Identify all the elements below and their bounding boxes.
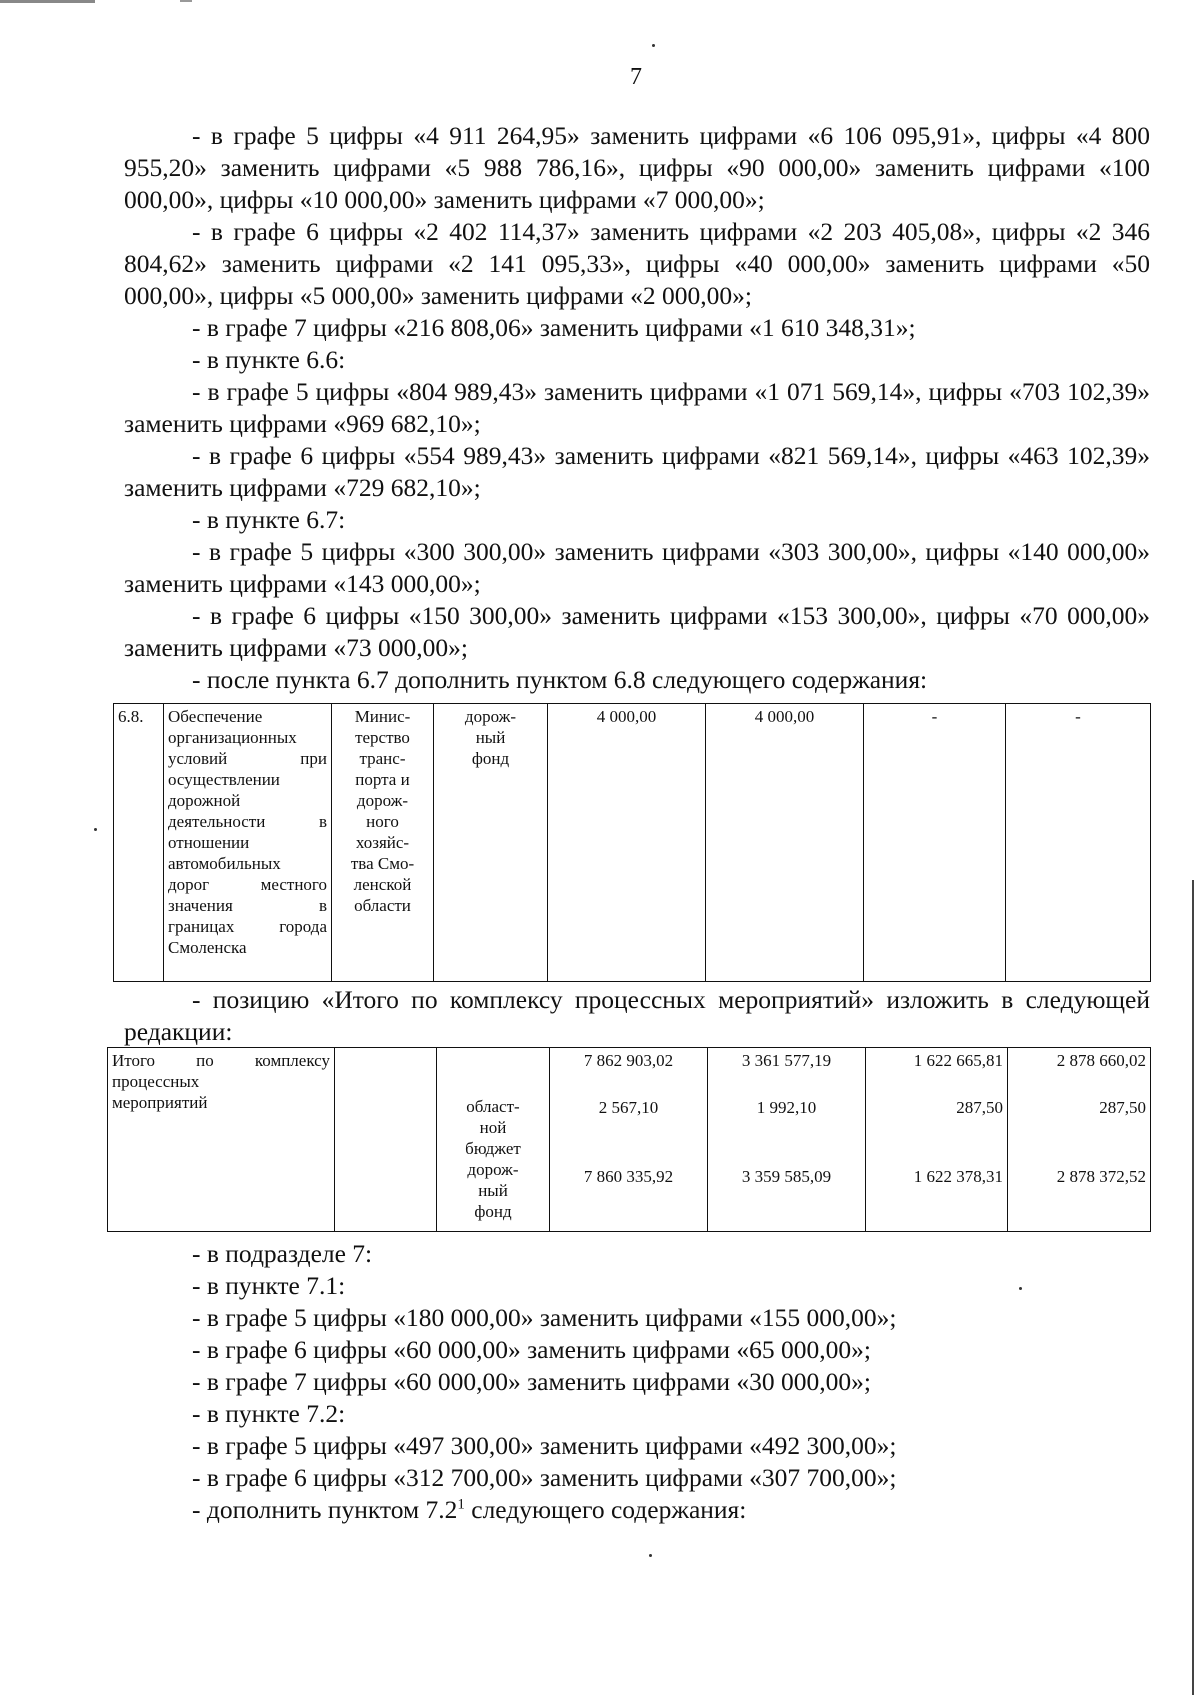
cell-line: области (354, 896, 411, 915)
cell-line: Минис- (354, 707, 411, 726)
cell-line: терство (355, 728, 410, 747)
cell-line: Обеспечение (168, 707, 263, 726)
cell-itogo-name (108, 1048, 335, 1232)
cell-total: 2 878 660,02 (1056, 1051, 1146, 1070)
paragraph: - в графе 5 цифры «4 911 264,95» заменить цифрами «6 106 095,91», цифры «4 800 955,20» заменить цифрами «5 988 786,16», цифры «90 000,00» заменить цифрами «100 000,00», цифры «10 000,00» заменить цифрами «7 000,00»; (124, 121, 1150, 214)
cell-col5: 4 000,00 (548, 704, 706, 982)
paragraph: - в графе 6 цифры «554 989,43» заменить цифрами «821 569,14», цифры «463 102,39» заменить цифрами «729 682,10»; (124, 441, 1150, 502)
paragraph: - в графе 7 цифры «216 808,06» заменить цифрами «1 610 348,31»; (192, 313, 916, 342)
cell-col7: - (864, 704, 1006, 982)
cell-regional: 287,50 (1099, 1098, 1146, 1117)
amendments-block-1 (124, 120, 1150, 696)
cell-line: мероприятий (112, 1093, 208, 1112)
cell-line: порта и (355, 770, 410, 789)
paragraph: - после пункта 6.7 дополнить пунктом 6.8 следующего содержания: (192, 665, 928, 694)
cell-regional: 287,50 (956, 1098, 1003, 1117)
cell-line: дорож- (356, 791, 409, 810)
text-fragment: - дополнить пунктом 7.2 (192, 1495, 458, 1524)
cell-line: Итого по комплексу (112, 1051, 330, 1070)
cell-road: 7 860 335,92 (583, 1167, 674, 1186)
paragraph: - в графе 6 цифры «312 700,00» заменить цифрами «307 700,00»; (192, 1463, 897, 1492)
paragraph (124, 1494, 1150, 1526)
cell-line: процессных (112, 1072, 200, 1091)
scan-mark (0, 0, 95, 3)
cell-line: ного (366, 812, 399, 831)
cell-regional: 2 567,10 (598, 1098, 659, 1117)
scan-dot (94, 828, 97, 831)
table-itogo (107, 1047, 1151, 1232)
cell-line: хозяйс- (355, 833, 410, 852)
cell-regional: 1 992,10 (756, 1098, 817, 1117)
cell-line: област- (466, 1097, 520, 1116)
cell-line: фонд (471, 749, 510, 768)
cell-line: ленской (353, 875, 412, 894)
cell-line: отношении (168, 833, 250, 852)
amendments-block-2 (124, 1238, 1150, 1526)
text-fragment: следующего содержания: (464, 1495, 747, 1524)
cell-line: дорож- (467, 1160, 519, 1179)
cell-col7 (866, 1048, 1008, 1232)
cell-funding-source (434, 704, 548, 982)
cell-line: границах города (168, 917, 327, 936)
table-row (108, 1048, 1151, 1232)
cell-activity-name (164, 704, 332, 982)
scan-edge-line (1192, 880, 1194, 1695)
cell-line: деятельности в (168, 812, 327, 831)
cell-road: 1 622 378,31 (913, 1167, 1003, 1186)
cell-line: дорож- (464, 707, 517, 726)
cell-line: организационных (168, 728, 297, 747)
item-heading: - в пункте 6.6: (192, 345, 346, 374)
cell-executor-empty (335, 1048, 437, 1232)
cell-road: 2 878 372,52 (1056, 1167, 1146, 1186)
cell-line: значения в (168, 896, 327, 915)
cell-col6 (708, 1048, 866, 1232)
cell-col8 (1008, 1048, 1151, 1232)
itogo-intro (124, 984, 1150, 1048)
cell-col5 (550, 1048, 708, 1232)
table-row (114, 704, 1151, 982)
cell-line: фонд (474, 1202, 512, 1221)
cell-funding-sources (437, 1048, 550, 1232)
paragraph: - в графе 6 цифры «2 402 114,37» заменить цифрами «2 203 405,08», цифры «2 346 804,62» заменить цифрами «2 141 095,33», цифры «40 000,00» заменить цифрами «50 000,00», цифры «5 000,00» заменить цифрами «2 000,00»; (124, 217, 1150, 310)
cell-line: Смоленска (168, 938, 247, 957)
cell-number: 6.8. (114, 704, 164, 982)
paragraph: - в графе 5 цифры «497 300,00» заменить цифрами «492 300,00»; (192, 1431, 897, 1460)
cell-line: бюджет (465, 1139, 521, 1158)
paragraph: - в графе 6 цифры «150 300,00» заменить цифрами «153 300,00», цифры «70 000,00» заменить цифрами «73 000,00»; (124, 601, 1150, 662)
cell-total: 3 361 577,19 (741, 1051, 832, 1070)
scan-mark (180, 0, 192, 2)
scan-dot (652, 44, 655, 47)
item-heading: - в пункте 6.7: (192, 505, 346, 534)
cell-line: дорожной (168, 791, 241, 810)
cell-line: осуществлении (168, 770, 280, 789)
cell-total: 7 862 903,02 (583, 1051, 674, 1070)
cell-line: транс- (359, 749, 406, 768)
page-number: 7 (630, 64, 642, 90)
cell-line: тва Смо- (350, 854, 415, 873)
paragraph: - в графе 6 цифры «60 000,00» заменить цифрами «65 000,00»; (192, 1335, 872, 1364)
paragraph: - в графе 7 цифры «60 000,00» заменить цифрами «30 000,00»; (192, 1367, 872, 1396)
cell-line: ный (475, 728, 506, 747)
cell-executor (332, 704, 434, 982)
paragraph: - позицию «Итого по комплексу процессных мероприятий» изложить в следующей редакции: (124, 985, 1150, 1046)
paragraph: - в графе 5 цифры «180 000,00» заменить цифрами «155 000,00»; (192, 1303, 897, 1332)
item-heading: - в пункте 7.1: (192, 1271, 346, 1300)
cell-line: ный (478, 1181, 508, 1200)
item-heading: - в пункте 7.2: (192, 1399, 346, 1428)
table-item-6-8 (113, 703, 1151, 982)
cell-total: 1 622 665,81 (913, 1051, 1003, 1070)
cell-line: условий при (168, 749, 327, 768)
cell-line: автомобильных (168, 854, 281, 873)
paragraph: - в графе 5 цифры «804 989,43» заменить цифрами «1 071 569,14», цифры «703 102,39» заменить цифрами «969 682,10»; (124, 377, 1150, 438)
cell-col6: 4 000,00 (706, 704, 864, 982)
scan-dot (649, 1554, 652, 1557)
superscript: 1 (457, 1496, 465, 1513)
cell-line: дорог местного (168, 875, 327, 894)
item-heading: - в подразделе 7: (192, 1239, 373, 1268)
cell-col8: - (1006, 704, 1151, 982)
paragraph: - в графе 5 цифры «300 300,00» заменить цифрами «303 300,00», цифры «140 000,00» заменить цифрами «143 000,00»; (124, 537, 1150, 598)
cell-road: 3 359 585,09 (741, 1167, 832, 1186)
cell-line: ной (479, 1118, 507, 1137)
